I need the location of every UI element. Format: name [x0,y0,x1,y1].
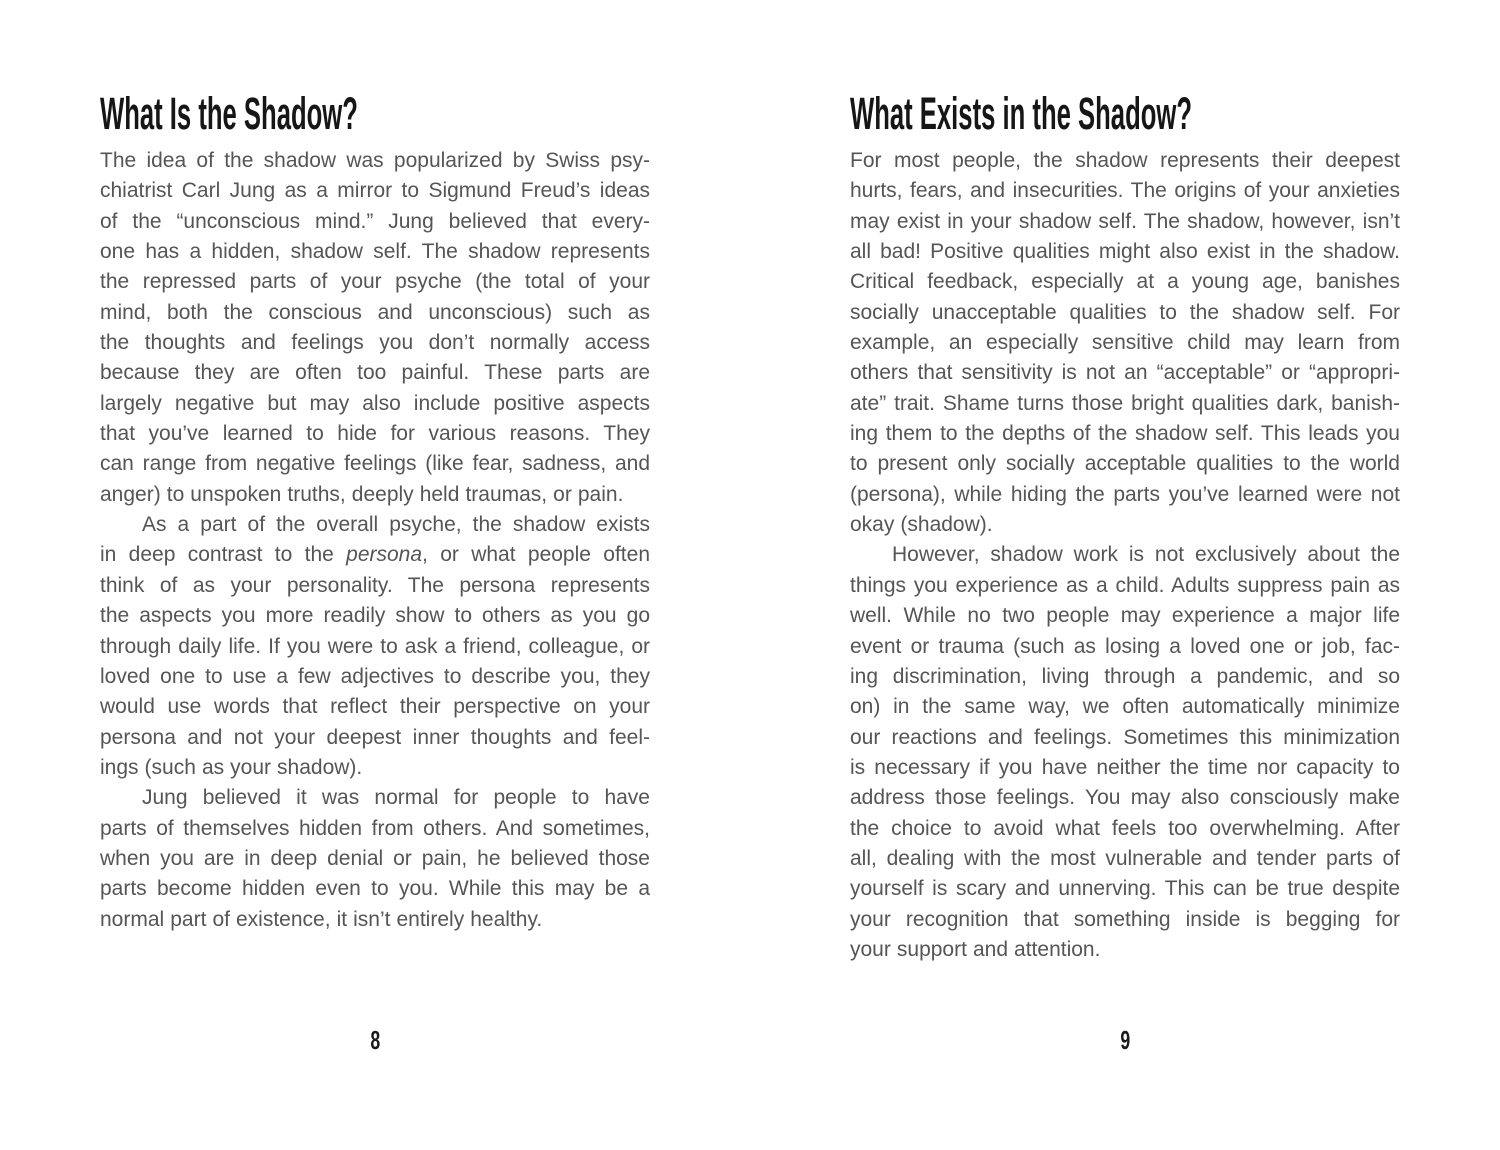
text-line: because they are often too painful. These parts are [100,361,650,385]
page-body [100,146,650,935]
text-line: okay (shadow). [850,513,993,537]
text-line: address those feelings. You may also consciously make [850,786,1400,810]
text-line: Critical feedback, especially at a young age, banishes [850,270,1400,294]
page-right [850,0,1400,1150]
text-line: parts become hidden even to you. While this may be a [100,877,650,901]
page-number-container [850,1026,1400,1055]
text-line: The idea of the shadow was popularized by Swiss psy- [100,149,650,172]
text-line: the choice to avoid what feels too overwhelming. After [850,816,1400,840]
text-line: on) in the same way, we often automatically minimize [850,695,1400,719]
text-line: normal part of existence, it isn’t entirely healthy. [100,907,543,931]
text-line: the aspects you more readily show to others as you go [100,604,650,628]
text-line: your support and attention. [850,937,1101,961]
text-line: loved one to use a few adjectives to describe you, they [100,664,650,688]
text-line: event or trauma (such as losing a loved one or job, fac- [850,634,1400,658]
text-line: would use words that reflect their perspective on your [100,695,650,719]
text-line: example, an especially sensitive child may learn from [850,331,1400,355]
text-line: As a part of the overall psyche, the shadow exists [142,513,650,537]
text-line: of the “unconscious mind.” Jung believed that every- [100,209,650,233]
page-body [850,146,1400,965]
text-line: largely negative but may also include positive aspects [100,391,650,415]
text-line: ing discrimination, living through a pandemic, and so [850,664,1400,688]
text-line: when you are in deep denial or pain, he believed those [100,846,650,870]
text-line: the repressed parts of your psyche (the total of your [100,270,650,294]
text-line: to present only socially acceptable qualities to the world [850,452,1400,476]
text-line: our reactions and feelings. Sometimes this minimization [850,725,1400,749]
text-line: well. While no two people may experience a major life [850,604,1400,628]
page-left [100,0,650,1150]
text-line: For most people, the shadow represents their deepest [850,149,1400,172]
text-line: your recognition that something inside is begging for [850,907,1400,931]
text-line: Jung believed it was normal for people to have [142,786,650,810]
text-line: may exist in your shadow self. The shadow, however, isn’t [850,209,1400,233]
page-number: 9 [1120,1025,1130,1055]
text-line: socially unacceptable qualities to the shadow self. For [850,300,1400,324]
text-line: the thoughts and feelings you don’t normally access [100,331,650,355]
text-line: can range from negative feelings (like fear, sadness, and [100,452,650,476]
text-line: that you’ve learned to hide for various reasons. They [100,422,650,446]
text-line: others that sensitivity is not an “acceptable” or “appropri- [850,361,1400,385]
text-line: all bad! Positive qualities might also exist in the shadow. [850,240,1400,264]
text-line: yourself is scary and unnerving. This can be true despite [850,877,1400,901]
text-line: ate” trait. Shame turns those bright qualities dark, banish- [850,391,1400,415]
text-line: things you experience as a child. Adults suppress pain as [850,573,1400,597]
text-line: hurts, fears, and insecurities. The origins of your anxieties [850,179,1400,203]
page-number: 8 [370,1025,380,1055]
text-line: ings (such as your shadow). [100,755,363,779]
text-line: (persona), while hiding the parts you’ve learned were not [850,482,1400,506]
text-line: mind, both the conscious and unconscious) such as [100,300,650,324]
page-number-container [100,1026,650,1055]
text-line: anger) to unspoken truths, deeply held traumas, or pain. [100,482,624,506]
text-line: ing them to the depths of the shadow self. This leads you [850,422,1400,446]
text-line: think of as your personality. The persona represents [100,573,650,597]
text-line: one has a hidden, shadow self. The shadow represents [100,240,650,264]
text-line: persona and not your deepest inner thoughts and feel- [100,725,650,749]
text-line: However, shadow work is not exclusively about the [892,543,1400,567]
page-heading: What Is the Shadow? [100,88,358,139]
text-line: through daily life. If you were to ask a friend, colleague, or [100,634,650,658]
text-line: parts of themselves hidden from others. And sometimes, [100,816,650,840]
text-line: chiatrist Carl Jung as a mirror to Sigmund Freud’s ideas [100,179,650,203]
text-line: in deep contrast to the persona, or what people often [100,543,650,567]
text-line: is necessary if you have neither the time nor capacity to [850,755,1400,779]
page-heading: What Exists in the Shadow? [850,88,1193,139]
text-line: all, dealing with the most vulnerable and tender parts of [850,846,1400,870]
